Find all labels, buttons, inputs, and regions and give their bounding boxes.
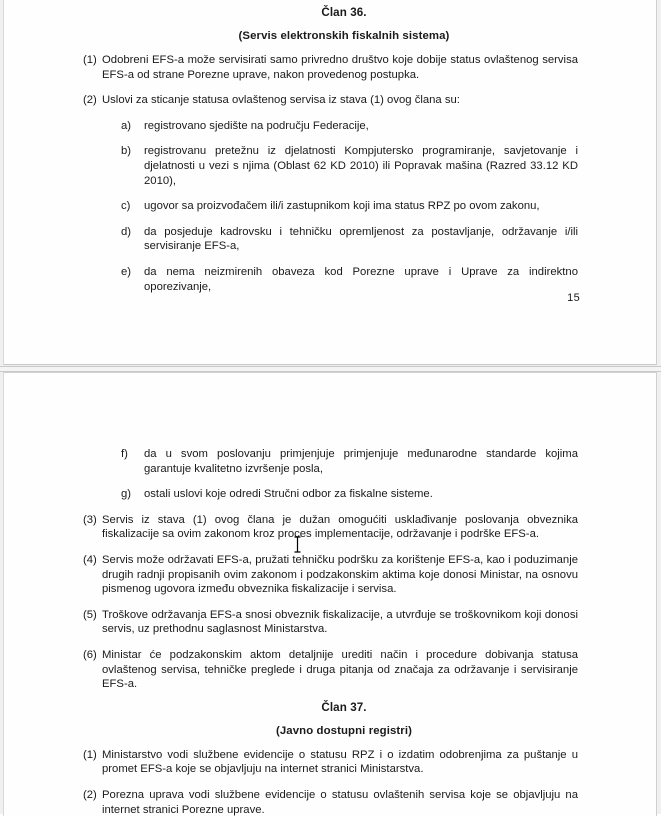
list-item-text: ostali uslovi koje odredi Stručni odbor za fiskalne sisteme. — [144, 488, 433, 501]
list-item-marker: g) — [121, 488, 132, 501]
paragraph-4 — [4, 553, 656, 597]
paragraph-text: Troškove održavanja EFS-a snosi obveznik fiskalizacije, a utvrđuje se troškovnikom koji donosi servis, uz prethodnu saglasnost Ministarstva. — [102, 608, 578, 636]
list-item-marker: b) — [121, 145, 132, 158]
list-item-marker: c) — [121, 200, 131, 213]
paragraph-marker: (5) — [83, 608, 97, 621]
list-item-b — [4, 144, 656, 188]
article-subtitle-37: (Javno dostupni registri) — [275, 724, 413, 737]
list-item-text: da posjeduje kadrovsku i tehničku opremljenost za postavljanje, održavanje i/ili servisiranje EFS-a, — [144, 225, 578, 253]
paragraph-marker: (1) — [83, 54, 97, 66]
paragraph-marker: (1) — [83, 748, 97, 761]
paragraph-text: Servis iz stava (1) ovog člana je dužan omogućiti usklađivanje poslovanja obveznika fiskalizacije sa ovim zakonom kroz proces implementacije, održavanje i podrške EFS-a. — [102, 513, 578, 541]
paragraph-text: Porezna uprava vodi službene evidencije o statusu ovlaštenih servisa koje se objavljuju na internet stranici Porezne uprave. — [102, 788, 578, 816]
paragraph-text: Ministarstvo vodi službene evidencije o statusu RPZ i o izdatim odobrenjima za puštanje u promet EFS-a koje se objavljuju na internet stranici Ministarstva. — [102, 748, 578, 776]
list-item-a — [4, 119, 656, 134]
list-item-marker: f) — [121, 448, 128, 460]
article-subtitle-36: (Servis elektronskih fiskalnih sistema) — [238, 30, 450, 42]
list-item-text: ugovor sa proizvođačem ili/i zastupnikom koji ima status RPZ po ovom zakonu, — [144, 200, 540, 213]
paragraph-5 — [4, 608, 656, 637]
list-item-text: da nema neizmirenih obaveza kod Porezne uprave i Uprave za indirektno oporezivanje, — [144, 265, 578, 293]
paragraph-3 — [4, 513, 656, 542]
list-item-marker: e) — [121, 265, 132, 278]
paragraph-text: Odobreni EFS-a može servisirati samo privredno društvo koje dobije status ovlaštenog servisa EFS-a od strane Porezne uprave, nakon provedenog postupka. — [102, 54, 578, 81]
paragraph-marker: (4) — [83, 553, 97, 566]
page-number: 15 — [567, 292, 580, 304]
list-item-marker: a) — [121, 119, 132, 132]
document-page-1 — [3, 0, 657, 365]
paragraph-text: Servis može održavati EFS-a, pružati tehničku podršku za korištenje EFS-a, kao i poduzimanje drugih radnji propisanih ovim zakonom i podzakonskim aktima koje donosi Ministar, na osnovu pismenog ugovora između obveznika fiskalizacije i servisa. — [102, 553, 578, 596]
article-heading-36: Član 36. — [321, 6, 367, 19]
list-item-g — [4, 487, 656, 502]
document-page-2 — [3, 372, 657, 816]
article-heading-37: Član 37. — [321, 700, 367, 714]
list-item-d — [4, 225, 656, 254]
paragraph-6 — [4, 648, 656, 692]
list-item-text: da u svom poslovanju primjenjuje primjenjuje međunarodne standarde kojima garantuje kvalitetno izvršenje posla, — [144, 448, 578, 475]
paragraph-text: Ministar će podzakonskim aktom detaljnije urediti način i procedure dobivanja statusa ovlaštenog servisa, tehničke preglede i druga pitanja od značaja za održavanje i servisiranje EFS-a. — [102, 648, 578, 691]
list-item-c — [4, 199, 656, 214]
paragraph-marker: (2) — [83, 788, 97, 801]
paragraph-marker: (6) — [83, 648, 97, 661]
page-2-content — [4, 373, 656, 816]
paragraph-2 — [4, 93, 656, 108]
list-item-text: registrovano sjedište na području Federacije, — [144, 119, 369, 132]
list-item-f — [4, 447, 656, 476]
list-item-marker: d) — [121, 225, 132, 238]
paragraph-1 — [4, 53, 656, 82]
paragraph-marker: (3) — [83, 513, 97, 526]
paragraph-37-1 — [4, 748, 656, 777]
paragraph-marker: (2) — [83, 94, 97, 107]
page-1-content — [4, 6, 656, 304]
paragraph-text: Uslovi za sticanje statusa ovlaštenog servisa iz stava (1) ovog člana su: — [102, 94, 460, 107]
list-item-e — [4, 265, 656, 294]
list-item-text: registrovanu pretežnu iz djelatnosti Kompjutersko programiranje, savjetovanje i djelatnosti u vezi s njima (Oblast 62 KD 2010) ili Popravak mašina (Razred 33.12 KD 2010), — [144, 145, 578, 187]
paragraph-37-2 — [4, 788, 656, 816]
